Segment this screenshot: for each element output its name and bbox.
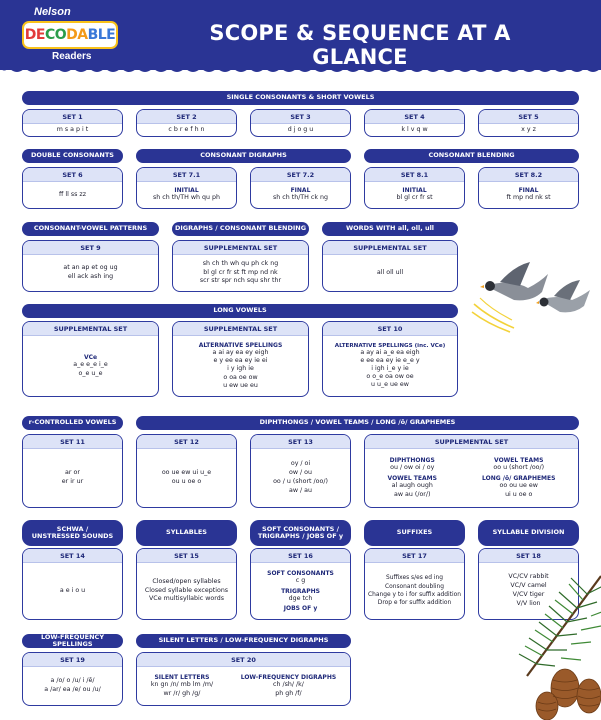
set-12-card <box>136 434 237 508</box>
jobs-of-y-subheading: JOBS OF y <box>283 604 318 612</box>
set-6-card <box>22 167 123 209</box>
set-10-line-2: e ee ea ey ie e_e y <box>360 356 420 364</box>
set-9-line-2: ell ack ash ing <box>67 273 114 280</box>
set-5-header: SET 5 <box>479 110 578 124</box>
set-7-1-content: sh ch th/TH wh qu ph <box>152 194 220 202</box>
supplemental-diphthongs-header: SUPPLEMENTAL SET <box>365 435 578 449</box>
set-10-card <box>322 321 458 397</box>
section-low-frequency: LOW-FREQUENCY SPELLINGS <box>22 634 123 648</box>
set-8-2-subheading: FINAL <box>518 187 539 195</box>
set-13-card <box>250 434 351 508</box>
set-2-header: SET 2 <box>137 110 236 124</box>
vowel-teams-line-1: oo u (short /oo/) <box>493 464 545 472</box>
set-2-content: c b r e f h n <box>168 125 205 133</box>
set-8-2-card <box>478 167 579 209</box>
section-consonant-blending: CONSONANT BLENDING <box>364 149 579 163</box>
supplemental-digraphs-card <box>172 240 309 292</box>
set-4-content: k l v q w <box>401 125 428 133</box>
section-double-consonants: DOUBLE CONSONANTS <box>22 149 123 163</box>
supplemental-alt-line-1: a ai ay ea ey eigh <box>212 349 269 357</box>
set-7-1-header: SET 7.1 <box>137 168 236 182</box>
set-9-card <box>22 240 159 292</box>
supplemental-digraphs-line-3: scr str spr nch squ shr thr <box>199 277 282 285</box>
supplemental-vce-header: SUPPLEMENTAL SET <box>23 322 158 336</box>
section-silent-letters: SILENT LETTERS / LOW-FREQUENCY DIGRAPHS <box>136 634 351 648</box>
set-15-line-2: Closed syllable exceptions <box>144 586 229 594</box>
vowel-teams-2-line-1: al augh ough <box>391 482 433 490</box>
section-long-vowels: LONG VOWELS <box>22 304 458 318</box>
set-3-content: d j o g u <box>287 125 314 133</box>
nelson-decodable-logo <box>22 6 118 68</box>
set-3-card <box>250 109 351 137</box>
diphthongs-subheading: DIPHTHONGS <box>389 457 435 465</box>
set-10-line-4: o o_e oa ow oe <box>366 373 414 381</box>
set-7-2-content: sh ch th/TH ck ng <box>273 194 328 202</box>
set-6-header: SET 6 <box>23 168 122 182</box>
supplemental-words-card <box>322 240 458 292</box>
set-20-card <box>136 652 351 706</box>
set-15-line-1: Closed/open syllables <box>152 577 221 585</box>
logo-nelson: Nelson <box>34 6 71 18</box>
long-o-line-2: ui u oe o <box>505 490 533 498</box>
trigraphs-content: dge tch <box>288 594 313 602</box>
section-single-consonants: SINGLE CONSONANTS & SHORT VOWELS <box>22 91 579 105</box>
set-18-line-1: VC/CV rabbit <box>508 573 549 581</box>
supplemental-vce-line-1: a_e e_e i_e <box>73 360 108 368</box>
set-13-line-2: ow / ou <box>289 469 312 477</box>
set-9-line-1: at an ap et og ug <box>63 264 118 272</box>
set-1-header: SET 1 <box>23 110 122 124</box>
section-digraphs-blending: DIGRAPHS / CONSONANT BLENDING <box>172 222 309 236</box>
set-17-line-4: Drop e for suffix addition <box>377 600 452 607</box>
set-19-header: SET 19 <box>23 653 122 667</box>
set-10-line-3: i igh i_e y ie <box>371 364 409 372</box>
set-7-2-card <box>250 167 351 209</box>
set-17-card <box>364 548 465 620</box>
set-11-line-2: er ir ur <box>61 478 84 485</box>
logo-decodable-badge <box>22 21 118 49</box>
section-schwa-line-2: UNSTRESSED SOUNDS <box>31 532 114 540</box>
set-13-line-3: oo / u (short /oo/) <box>273 478 328 485</box>
supplemental-alt-header: SUPPLEMENTAL SET <box>173 322 308 336</box>
set-9-header: SET 9 <box>23 241 158 255</box>
section-soft-consonants <box>250 520 351 546</box>
section-soft-line-1: SOFT CONSONANTS / <box>262 524 339 533</box>
vowel-teams-subheading: VOWEL TEAMS <box>494 457 544 465</box>
set-7-1-subheading: INITIAL <box>174 187 199 195</box>
section-soft-line-2: TRIGRAPHS / JOBS OF y <box>257 532 344 540</box>
set-1-content: m s a p i t <box>56 125 89 133</box>
set-11-header: SET 11 <box>23 435 122 449</box>
set-8-1-card <box>364 167 465 209</box>
vowel-teams-2-line-2: aw au (/or/) <box>394 490 431 498</box>
section-r-controlled: r-CONTROLLED VOWELS <box>22 416 123 430</box>
set-7-1-card <box>136 167 237 209</box>
set-19-card <box>22 652 123 706</box>
set-8-2-header: SET 8.2 <box>479 168 578 182</box>
supplemental-digraphs-header: SUPPLEMENTAL SET <box>173 241 308 255</box>
logo-readers: Readers <box>52 51 92 62</box>
set-6-content: ff ll ss zz <box>58 190 86 198</box>
section-syllables: SYLLABLES <box>136 520 237 546</box>
supplemental-digraphs-line-2: bl gl cr fr st ft mp nd nk <box>203 268 278 276</box>
set-2-card <box>136 109 237 137</box>
set-14-content: a e i o u <box>59 586 86 594</box>
set-13-header: SET 13 <box>251 435 350 449</box>
supplemental-words-header: SUPPLEMENTAL SET <box>323 241 457 255</box>
supplemental-words-content: all oll ull <box>376 268 404 276</box>
soft-consonants-subheading: SOFT CONSONANTS <box>267 570 334 578</box>
set-11-card <box>22 434 123 508</box>
page-title: SCOPE & SEQUENCE AT A GLANCE <box>209 21 511 69</box>
set-8-1-content: bl gl cr fr st <box>396 194 433 202</box>
set-10-line-5: u u_e ue ew <box>371 381 409 389</box>
set-19-line-2: a /ar/ ea /e/ ou /u/ <box>44 686 101 693</box>
set-17-line-2: Consonant doubling <box>385 583 444 590</box>
set-17-header: SET 17 <box>365 549 464 563</box>
supplemental-alt-card <box>172 321 309 397</box>
diphthongs-line-1: ou / ow oi / oy <box>390 464 435 472</box>
set-18-line-4: V/V lion <box>516 599 541 607</box>
supplemental-digraphs-line-1: sh ch th wh qu ph ck ng <box>202 259 279 267</box>
supplemental-vce-card <box>22 321 159 397</box>
silent-letters-line-1: kn gn /n/ mb lm /m/ <box>150 681 214 689</box>
set-4-card <box>364 109 465 137</box>
set-16-header: SET 16 <box>251 549 350 563</box>
supplemental-diphthongs-card <box>364 434 579 508</box>
section-words-with: WORDS WITH all, oll, ull <box>322 222 458 236</box>
section-schwa-line-1: SCHWA / <box>56 524 89 533</box>
set-14-header: SET 14 <box>23 549 122 563</box>
supplemental-alt-line-5: u ew ue eu <box>223 381 258 389</box>
set-11-line-1: ar or <box>65 469 80 477</box>
supplemental-alt-line-4: o oa oe ow <box>223 373 258 381</box>
set-10-header: SET 10 <box>323 322 457 336</box>
set-8-2-content: ft mp nd nk st <box>506 194 551 202</box>
set-13-line-4: aw / au <box>289 486 312 494</box>
pine-branch-illustration <box>487 556 601 720</box>
set-15-line-3: VCe multisyllabic words <box>148 595 224 603</box>
set-17-line-3: Change y to i for suffix addition <box>368 592 461 598</box>
section-suffixes: SUFFIXES <box>364 520 465 546</box>
set-15-card <box>136 548 237 620</box>
set-3-header: SET 3 <box>251 110 350 124</box>
set-12-line-2: ou u oe o <box>171 478 202 485</box>
section-diphthongs: DIPHTHONGS / VOWEL TEAMS / LONG /ō/ GRAPHEMES <box>136 416 579 430</box>
set-15-header: SET 15 <box>137 549 236 563</box>
silent-letters-line-2: wr /r/ gh /g/ <box>163 689 201 697</box>
set-5-card <box>478 109 579 137</box>
section-schwa <box>22 520 123 546</box>
set-8-1-header: SET 8.1 <box>365 168 464 182</box>
set-4-header: SET 4 <box>365 110 464 124</box>
birds-illustration <box>470 258 600 334</box>
section-consonant-digraphs: CONSONANT DIGRAPHS <box>136 149 351 163</box>
set-10-line-1: a ay ai a_e ea eigh <box>360 348 420 356</box>
set-8-1-subheading: INITIAL <box>402 187 427 195</box>
supplemental-vce-subheading: VCe <box>83 353 98 361</box>
set-18-line-2: VC/V camel <box>510 582 547 590</box>
supplemental-vce-line-2: o_e u_e <box>78 369 103 377</box>
long-o-line-1: oo ou ue ew <box>499 482 538 490</box>
soft-consonants-content: c g <box>295 577 306 585</box>
supplemental-alt-subheading: ALTERNATIVE SPELLINGS <box>198 342 283 350</box>
set-12-header: SET 12 <box>137 435 236 449</box>
set-5-content: x y z <box>521 125 536 133</box>
set-18-header: SET 18 <box>479 549 578 563</box>
set-16-card <box>250 548 351 620</box>
set-19-line-1: a /o/ o /u/ i /ē/ <box>50 677 95 685</box>
section-consonant-vowel-patterns: CONSONANT-VOWEL PATTERNS <box>22 222 159 236</box>
low-frequency-digraphs-line-2: ph gh /f/ <box>275 689 302 697</box>
set-13-line-1: oy / oi <box>290 460 311 468</box>
set-12-line-1: oo ue ew ui u_e <box>161 469 212 477</box>
set-18-line-3: V/CV tiger <box>512 591 545 598</box>
set-20-header: SET 20 <box>137 653 350 667</box>
set-17-line-1: Suffixes s/es ed ing <box>385 575 443 582</box>
set-14-card <box>22 548 123 620</box>
silent-letters-subheading: SILENT LETTERS <box>154 674 210 682</box>
supplemental-alt-line-2: e y ee ea ey ie ei <box>213 357 268 365</box>
low-frequency-digraphs-subheading: LOW-FREQUENCY DIGRAPHS <box>240 674 337 682</box>
low-frequency-digraphs-line-1: ch /sh/ /k/ <box>273 681 304 689</box>
long-o-subheading: LONG /ō/ GRAPHEMES <box>482 475 556 483</box>
set-10-subheading: ALTERNATIVE SPELLINGS (inc. VCe) <box>334 342 446 349</box>
section-syllable-division: SYLLABLE DIVISION <box>478 520 579 546</box>
vowel-teams-subheading-2: VOWEL TEAMS <box>387 475 437 483</box>
supplemental-alt-line-3: i y igh ie <box>227 365 254 373</box>
set-7-2-header: SET 7.2 <box>251 168 350 182</box>
set-7-2-subheading: FINAL <box>290 187 311 195</box>
trigraphs-subheading: TRIGRAPHS <box>281 587 320 595</box>
set-1-card <box>22 109 123 137</box>
logo-decodable: DECODABLE <box>24 27 116 43</box>
